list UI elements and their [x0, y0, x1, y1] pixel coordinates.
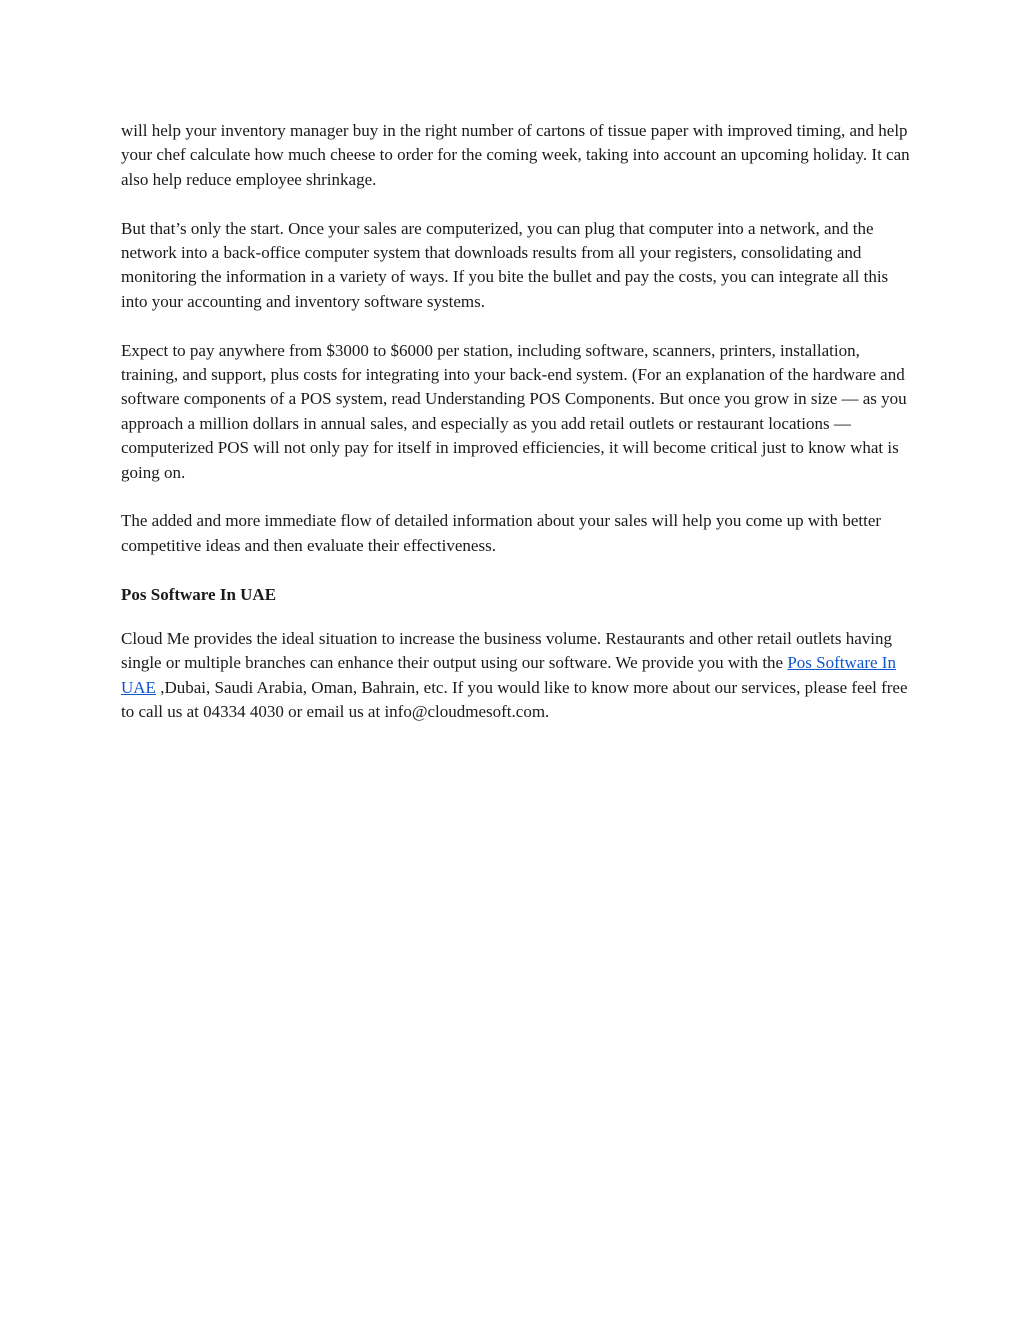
paragraph-inventory: will help your inventory manager buy in the right number of cartons of tissue paper with improved timing, and help your chef calculate how much cheese to order for the coming week, taking into account an upcoming holiday. It can also help reduce employee shrinkage.: [121, 121, 910, 189]
paragraph-information-flow: The added and more immediate flow of detailed information about your sales will help you come up with better competitive ideas and then evaluate their effectiveness.: [121, 511, 882, 555]
paragraph-closing: [121, 627, 911, 725]
paragraph-cost: Expect to pay anywhere from $3000 to $6000 per station, including software, scanners, printers, installation, training, and support, plus costs for integrating into your back-end system. (For an explanation of the hardware and software components of a POS system, read Understanding POS Components. But once you grow in size — as you approach a million dollars in annual sales, and especially as you add retail outlets or restaurant locations — computerized POS will not only pay for itself in improved efficiencies, it will become critical just to know what is going on.: [121, 340, 907, 482]
paragraph-network: But that’s only the start. Once your sales are computerized, you can plug that computer into a network, and the network into a back-office computer system that downloads results from all your registers, consolidating and monitoring the information in a variety of ways. If you bite the bullet and pay the costs, you can integrate all this into your accounting and inventory software systems.: [121, 218, 889, 311]
pos-software-link[interactable]: Pos Software In UAE: [121, 653, 896, 697]
closing-text-after-link: ,Dubai, Saudi Arabia, Oman, Bahrain, etc. If you would like to know more about our services, please feel free to call us at 04334 4030 or email us at info@cloudmesoft.com.: [121, 677, 908, 722]
document-body: [121, 119, 911, 749]
section-heading: Pos Software In UAE: [121, 584, 277, 604]
closing-text-before-link: Cloud Me provides the ideal situation to increase the business volume. Restaurants and other retail outlets having single or multiple branches can enhance their output using our software. We provide you with the: [121, 629, 892, 673]
